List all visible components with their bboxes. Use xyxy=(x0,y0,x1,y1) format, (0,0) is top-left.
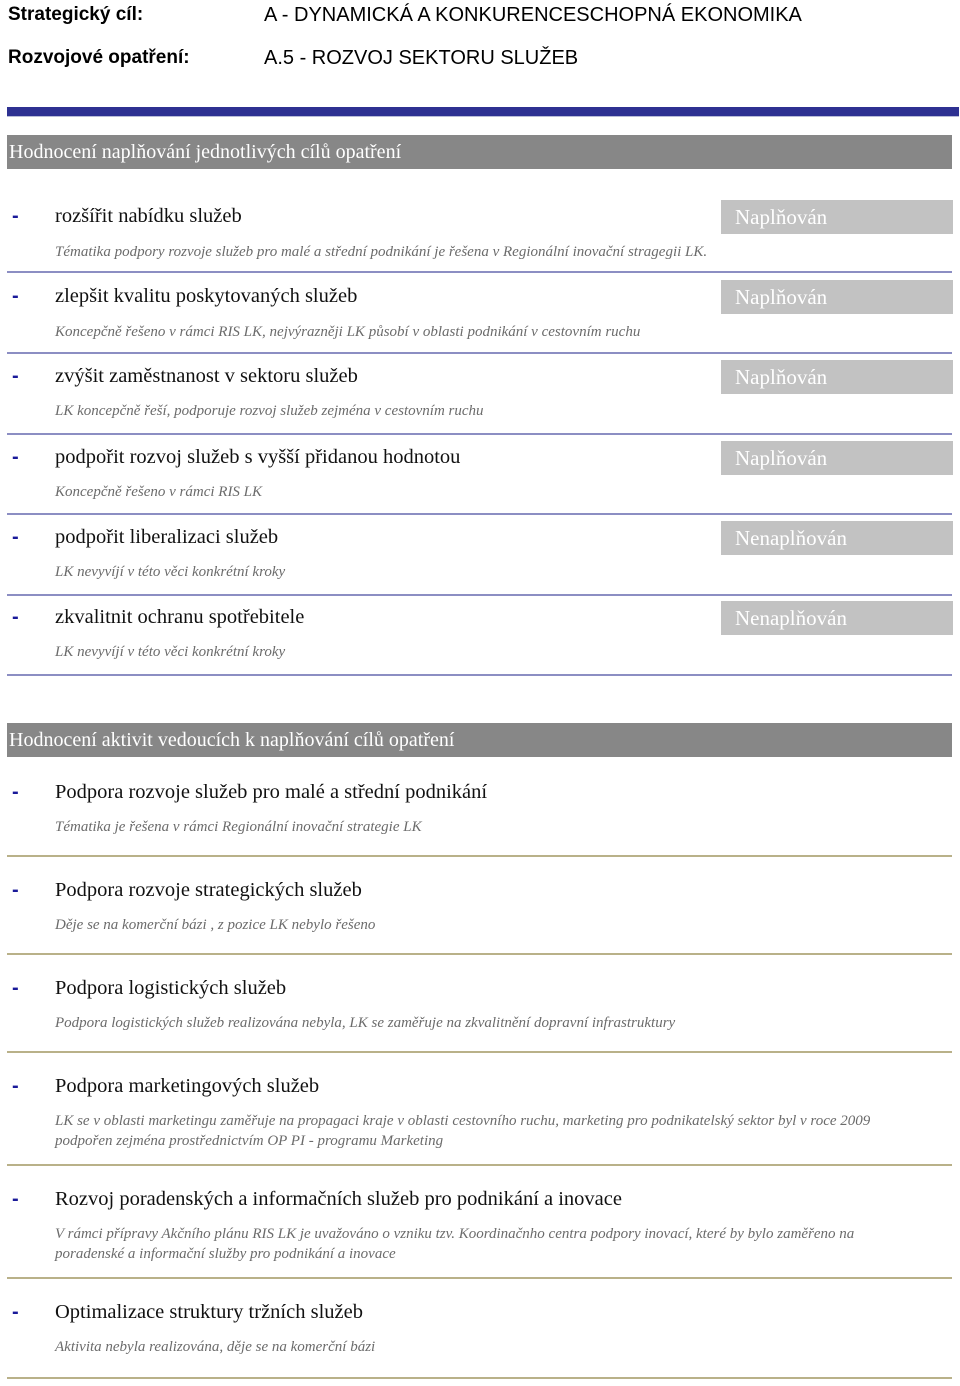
section-goals-header: Hodnocení naplňování jednotlivých cílů opatření xyxy=(7,135,952,169)
item-divider xyxy=(7,1277,952,1279)
goal-status-badge: Naplňován xyxy=(721,441,953,475)
item-divider xyxy=(7,433,952,435)
list-bullet: - xyxy=(12,365,19,387)
item-divider xyxy=(7,1377,952,1379)
activity-item xyxy=(7,1301,954,1383)
item-divider xyxy=(7,1051,952,1053)
development-measure-value: A.5 - ROZVOJ SEKTORU SLUŽEB xyxy=(264,47,579,69)
list-bullet: - xyxy=(12,446,19,468)
list-bullet: - xyxy=(12,977,19,999)
activity-title: Podpora marketingových služeb xyxy=(55,1075,320,1097)
activity-item xyxy=(7,879,954,959)
goal-title: zvýšit zaměstnanost v sektoru služeb xyxy=(55,365,358,387)
goal-item xyxy=(7,526,954,596)
activity-item xyxy=(7,1188,954,1283)
activity-item xyxy=(7,781,954,861)
activity-title: Podpora logistických služeb xyxy=(55,977,287,999)
goal-item xyxy=(7,365,954,435)
list-bullet: - xyxy=(12,526,19,548)
activity-note: Podpora logistických služeb realizována nebyla, LK se zaměřuje na zkvalitnění dopravní infrastruktury xyxy=(55,1015,676,1031)
goal-item xyxy=(7,446,954,516)
goal-title: podpořit rozvoj služeb s vyšší přidanou hodnotou xyxy=(55,446,461,468)
goal-status-badge: Naplňován xyxy=(721,360,953,394)
strategic-goal-value: A - DYNAMICKÁ A KONKURENCESCHOPNÁ EKONOMIKA xyxy=(264,4,802,26)
goal-title: podpořit liberalizaci služeb xyxy=(55,526,279,548)
goal-note: Koncepčně řešeno v rámci RIS LK xyxy=(55,484,263,500)
list-bullet: - xyxy=(12,606,19,628)
header-divider-bar xyxy=(7,107,959,116)
item-divider xyxy=(7,1164,952,1166)
goal-item xyxy=(7,285,954,355)
item-divider xyxy=(7,674,952,676)
activity-item xyxy=(7,977,954,1057)
list-bullet: - xyxy=(12,879,19,901)
item-divider xyxy=(7,953,952,955)
item-divider xyxy=(7,855,952,857)
goal-status-badge: Nenaplňován xyxy=(721,601,953,635)
development-measure-row xyxy=(8,47,952,77)
activity-note: LK se v oblasti marketingu zaměřuje na propagaci kraje v oblasti cestovního ruchu, marketing pro podnikatelský sektor byl v roce 2009 podpořen zejména prostřednictvím OP PI - programu Marketing xyxy=(55,1113,871,1149)
strategic-goal-label: Strategický cíl: xyxy=(8,4,144,25)
activity-note: V rámci přípravy Akčního plánu RIS LK je uvažováno o vzniku tzv. Koordinačnho centra podpory inovací, které by bylo zaměřeno na poradenské a informační služby pro podnikání a inovace xyxy=(55,1226,855,1262)
item-divider xyxy=(7,271,952,273)
activity-note: Aktivita nebyla realizována, děje se na komerční bázi xyxy=(55,1339,376,1355)
strategic-goal-row xyxy=(8,4,952,34)
header-divider-shadow xyxy=(7,116,959,117)
item-divider xyxy=(7,594,952,596)
goal-item xyxy=(7,606,954,678)
section-activities-header: Hodnocení aktivit vedoucích k naplňování cílů opatření xyxy=(7,723,952,757)
goal-note: LK nevyvíjí v této věci konkrétní kroky xyxy=(55,644,286,660)
activity-item xyxy=(7,1075,954,1170)
goal-note: LK koncepčně řeší, podporuje rozvoj služeb zejména v cestovním ruchu xyxy=(55,403,484,419)
goal-status-badge: Naplňován xyxy=(721,200,953,234)
list-bullet: - xyxy=(12,1301,19,1323)
activity-note: Tématika je řešena v rámci Regionální inovační strategie LK xyxy=(55,819,422,835)
list-bullet: - xyxy=(12,205,19,227)
goal-status-badge: Nenaplňován xyxy=(721,521,953,555)
activity-title: Podpora rozvoje služeb pro malé a střední podnikání xyxy=(55,781,488,803)
goal-item xyxy=(7,205,954,275)
goal-note: Koncepčně řešeno v rámci RIS LK, nejvýrazněji LK působí v oblasti podnikání v cestovním ruchu xyxy=(55,324,641,340)
goal-note: Tématika podpory rozvoje služeb pro malé a střední podnikání je řešena v Regionální inovační stragegii LK. xyxy=(55,244,708,260)
list-bullet: - xyxy=(12,1075,19,1097)
item-divider xyxy=(7,513,952,515)
item-divider xyxy=(7,352,952,354)
activity-title: Optimalizace struktury tržních služeb xyxy=(55,1301,363,1323)
list-bullet: - xyxy=(12,1188,19,1210)
activity-note: Děje se na komerční bázi , z pozice LK nebylo řešeno xyxy=(55,917,376,933)
goal-note: LK nevyvíjí v této věci konkrétní kroky xyxy=(55,564,286,580)
activity-title: Podpora rozvoje strategických služeb xyxy=(55,879,362,901)
goal-title: rozšířit nabídku služeb xyxy=(55,205,242,227)
activity-title: Rozvoj poradenských a informačních služeb pro podnikání a inovace xyxy=(55,1188,622,1210)
goal-title: zlepšit kvalitu poskytovaných služeb xyxy=(55,285,358,307)
goal-status-badge: Naplňován xyxy=(721,280,953,314)
list-bullet: - xyxy=(12,285,19,307)
development-measure-label: Rozvojové opatření: xyxy=(8,47,190,68)
list-bullet: - xyxy=(12,781,19,803)
goal-title: zkvalitnit ochranu spotřebitele xyxy=(55,606,305,628)
